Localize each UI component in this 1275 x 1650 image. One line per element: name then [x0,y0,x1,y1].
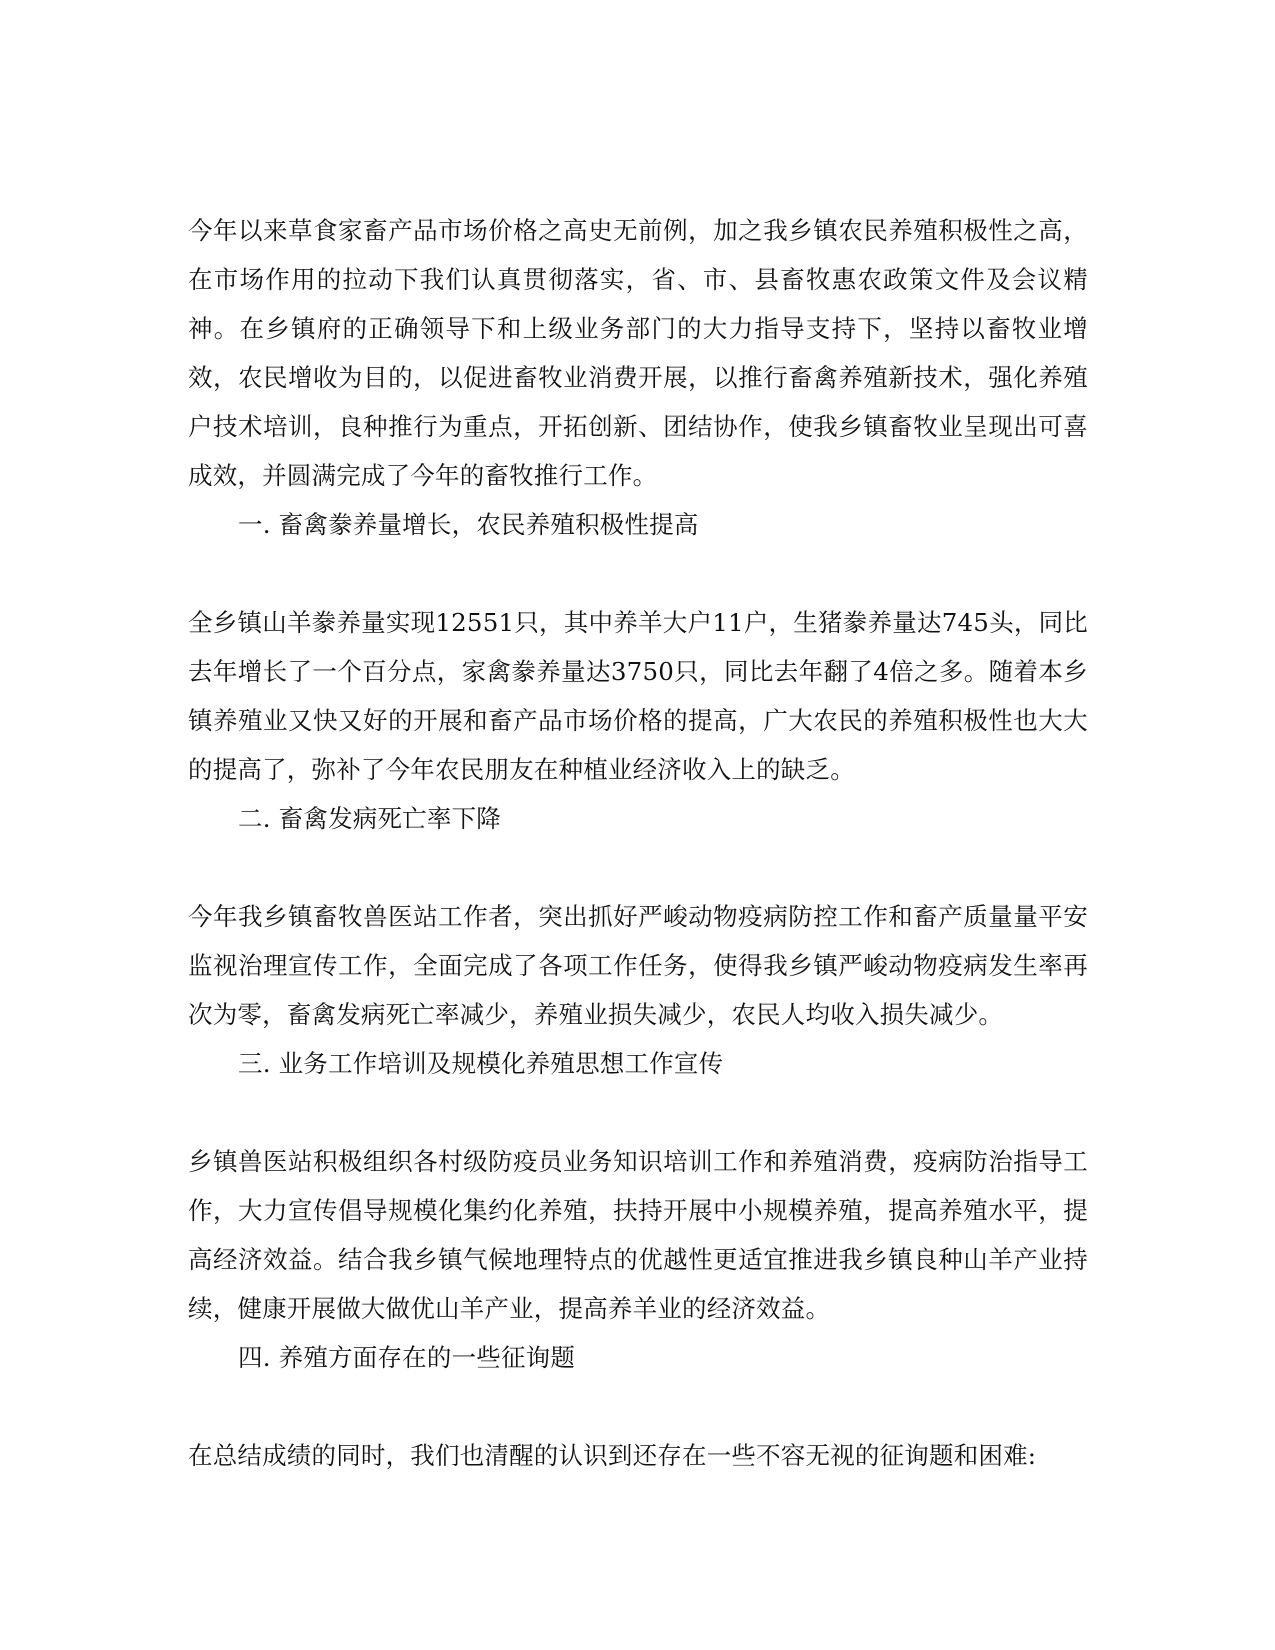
section-heading-2: 二. 畜禽发病死亡率下降 [238,804,501,833]
section-1-paragraph: 全乡镇山羊豢养量实现12551只，其中养羊大户11户，生猪豢养量达745头，同比去年增长了一个百分点，家禽豢养量达3750只，同比去年翻了4倍之多。随着本乡镇养殖业又快又好的开展和畜产品市场价格的提高，广大农民的养殖积极性也大大的提高了，弥补了今年农民朋友在种植业经济收入上的缺乏。 [188,608,1088,784]
intro-paragraph: 今年以来草食家畜产品市场价格之高史无前例，加之我乡镇农民养殖积极性之高，在市场作用的拉动下我们认真贯彻落实，省、市、县畜牧惠农政策文件及会议精神。在乡镇府的正确领导下和上级业务部门的大力指导支持下，坚持以畜牧业增效，农民增收为目的，以促进畜牧业消费开展，以推行畜禽养殖新技术，强化养殖户技术培训，良种推行为重点，开拓创新、团结协作，使我乡镇畜牧业呈现出可喜成效，并圆满完成了今年的畜牧推行工作。 [188,216,1088,490]
section-3-paragraph: 乡镇兽医站积极组织各村级防疫员业务知识培训工作和养殖消费，疫病防治指导工作，大力宣传倡导规模化集约化养殖，扶持开展中小规模养殖，提高养殖水平，提高经济效益。结合我乡镇气候地理特点的优越性更适宜推进我乡镇良种山羊产业持续，健康开展做大做优山羊产业，提高养羊业的经济效益。 [188,1147,1088,1323]
section-2-paragraph: 今年我乡镇畜牧兽医站工作者，突出抓好严峻动物疫病防控工作和畜产质量量平安监视治理宣传工作，全面完成了各项工作任务，使得我乡镇严峻动物疫病发生率再次为零，畜禽发病死亡率减少，养殖业损失减少，农民人均收入损失减少。 [188,902,1088,1029]
section-heading-4: 四. 养殖方面存在的一些征询题 [238,1343,576,1372]
section-heading-3: 三. 业务工作培训及规模化养殖思想工作宣传 [238,1049,724,1078]
section-4-paragraph: 在总结成绩的同时，我们也清醒的认识到还存在一些不容无视的征询题和困难: [188,1441,1037,1470]
section-heading-1: 一. 畜禽豢养量增长，农民养殖积极性提高 [238,510,699,539]
